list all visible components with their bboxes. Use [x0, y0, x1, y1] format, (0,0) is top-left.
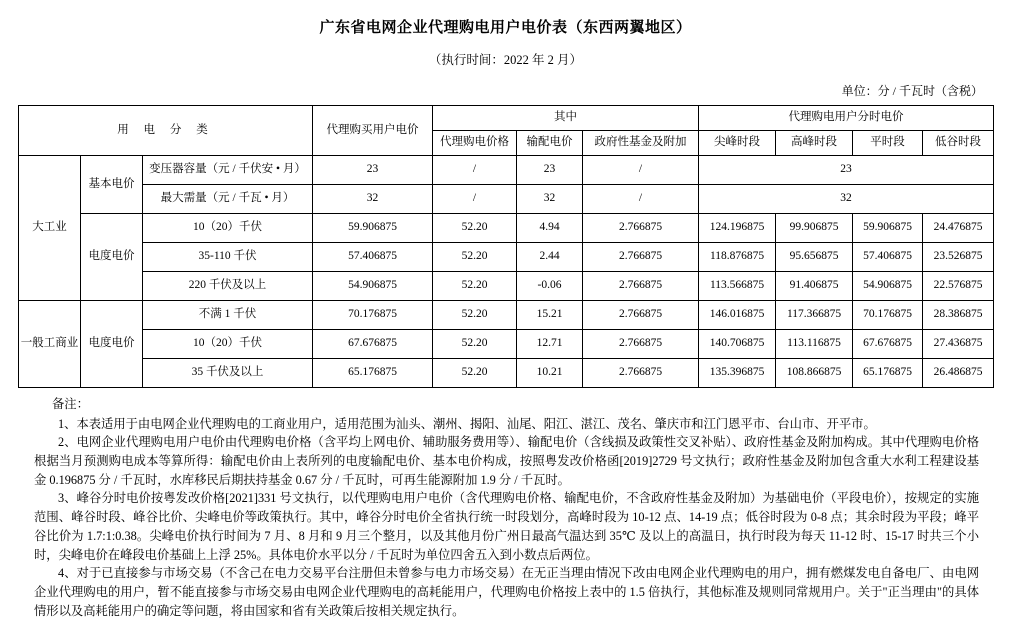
- row-valley: 22.576875: [923, 272, 994, 301]
- row-transmission-price: -0.06: [517, 272, 583, 301]
- table-row: [19, 185, 994, 214]
- header-transmission-price: 输配电价: [517, 131, 583, 156]
- row-gov-fund: /: [583, 156, 699, 185]
- row-transmission-price: 15.21: [517, 301, 583, 330]
- table-row: [19, 359, 994, 388]
- table-row: [19, 272, 994, 301]
- row-gov-fund: 2.766875: [583, 214, 699, 243]
- row-peak: 95.656875: [776, 243, 853, 272]
- row-peak-top: 113.566875: [699, 272, 776, 301]
- row-sub-label: 基本电价: [81, 156, 143, 214]
- row-peak-top: 118.876875: [699, 243, 776, 272]
- table-row: [19, 214, 994, 243]
- row-user-price: 57.406875: [313, 243, 433, 272]
- row-user-price: 32: [313, 185, 433, 214]
- row-transmission-price: 12.71: [517, 330, 583, 359]
- row-valley: 27.436875: [923, 330, 994, 359]
- row-peak-top: 135.396875: [699, 359, 776, 388]
- row-gov-fund: 2.766875: [583, 301, 699, 330]
- notes-section: [18, 395, 993, 620]
- row-peak-top: 140.706875: [699, 330, 776, 359]
- row-item-label: 35-110 千伏: [143, 243, 313, 272]
- row-user-price: 23: [313, 156, 433, 185]
- note-item: 2、电网企业代理购电用户电价由代理购电价格（含平均上网电价、辅助服务费用等）、输配电价（含线损及政策性交叉补贴）、政府性基金及附加构成。其中代理购电价格根据当月预测购电成本等算所得：输配电价由上表所列的电度输配电价、基本电价构成，按照粤发改价格函[2019]2729 号文执行；政府性基金及附加包含重大水利工程建设基金 0.196875 分 / 千瓦时，水库移民后期扶持基金 0.67 分 / 千瓦时，可再生能源附加 1.9 分 / 千瓦时。: [34, 435, 979, 487]
- row-purchase-price: 52.20: [433, 330, 517, 359]
- row-gov-fund: 2.766875: [583, 272, 699, 301]
- row-purchase-price: /: [433, 156, 517, 185]
- row-gov-fund: 2.766875: [583, 243, 699, 272]
- row-tou-merged: 32: [699, 185, 994, 214]
- table-header-row-1: [19, 106, 994, 131]
- header-purchase-price: 代理购电价格: [433, 131, 517, 156]
- row-gov-fund: /: [583, 185, 699, 214]
- row-group-label: 一般工商业: [19, 301, 81, 388]
- row-peak: 99.906875: [776, 214, 853, 243]
- row-user-price: 67.676875: [313, 330, 433, 359]
- row-item-label: 不满 1 千伏: [143, 301, 313, 330]
- row-peak: 113.116875: [776, 330, 853, 359]
- electricity-price-table: [18, 105, 994, 388]
- page-title: 广东省电网企业代理购电用户电价表（东西两翼地区）: [319, 20, 692, 36]
- header-peak: 高峰时段: [776, 131, 853, 156]
- document-page: [0, 16, 1011, 618]
- row-valley: 26.486875: [923, 359, 994, 388]
- row-valley: 23.526875: [923, 243, 994, 272]
- row-purchase-price: /: [433, 185, 517, 214]
- header-user-price: 代理购买用户电价: [313, 106, 433, 156]
- row-gov-fund: 2.766875: [583, 359, 699, 388]
- row-transmission-price: 4.94: [517, 214, 583, 243]
- row-user-price: 65.176875: [313, 359, 433, 388]
- row-item-label: 10（20）千伏: [143, 214, 313, 243]
- row-purchase-price: 52.20: [433, 214, 517, 243]
- row-flat: 67.676875: [853, 330, 923, 359]
- header-flat: 平时段: [853, 131, 923, 156]
- page-subtitle: （执行时间：2022 年 2 月）: [428, 53, 583, 67]
- row-transmission-price: 32: [517, 185, 583, 214]
- table-row: [19, 156, 994, 185]
- row-valley: 24.476875: [923, 214, 994, 243]
- row-user-price: 59.906875: [313, 214, 433, 243]
- row-item-label: 最大需量（元 / 千瓦 • 月）: [143, 185, 313, 214]
- notes-title: 备注：: [52, 397, 89, 411]
- row-sub-label: 电度电价: [81, 301, 143, 388]
- note-item: 3、峰谷分时电价按粤发改价格[2021]331 号文执行，以代理购电用户电价（含代理购电价格、输配电价，不含政府性基金及附加）为基础电价（平段电价），按规定的实施范围、峰谷时段、峰谷比价、尖峰电价等政策执行。其中，峰谷分时电价全省执行统一时段划分，高峰时段为 10-12 点、14-19 点；低谷时段为 0-8 点；其余时段为平段；峰平谷比价为 1.7:1:0.38。尖峰电价执行时间为 7 月、8 月和 9 月三个整月，以及其他月份广州日最高气温达到 35℃ 及以上的高温日，执行时段为每天 11-12 时、15-17 时共三个小时，尖峰电价在峰段电价基础上上浮 25%。具体电价水平以分 / 千瓦时为单位四舍五入到小数点后两位。: [34, 491, 979, 562]
- row-sub-label: 电度电价: [81, 214, 143, 301]
- row-peak: 91.406875: [776, 272, 853, 301]
- row-transmission-price: 23: [517, 156, 583, 185]
- row-transmission-price: 2.44: [517, 243, 583, 272]
- header-category: 用 电 分 类: [19, 106, 313, 156]
- row-flat: 59.906875: [853, 214, 923, 243]
- row-user-price: 70.176875: [313, 301, 433, 330]
- row-peak: 108.866875: [776, 359, 853, 388]
- row-valley: 28.386875: [923, 301, 994, 330]
- row-peak-top: 124.196875: [699, 214, 776, 243]
- header-among-which: 其中: [433, 106, 699, 131]
- table-row: [19, 330, 994, 359]
- row-item-label: 220 千伏及以上: [143, 272, 313, 301]
- row-gov-fund: 2.766875: [583, 330, 699, 359]
- row-flat: 57.406875: [853, 243, 923, 272]
- note-item: 1、本表适用于由电网企业代理购电的工商业用户，适用范围为汕头、潮州、揭阳、汕尾、阳江、湛江、茂名、肇庆市和江门恩平市、台山市、开平市。: [58, 416, 876, 431]
- table-row: [19, 243, 994, 272]
- header-valley: 低谷时段: [923, 131, 994, 156]
- table-row: [19, 301, 994, 330]
- row-item-label: 35 千伏及以上: [143, 359, 313, 388]
- row-peak-top: 146.016875: [699, 301, 776, 330]
- row-transmission-price: 10.21: [517, 359, 583, 388]
- row-flat: 65.176875: [853, 359, 923, 388]
- row-purchase-price: 52.20: [433, 359, 517, 388]
- row-item-label: 10（20）千伏: [143, 330, 313, 359]
- row-user-price: 54.906875: [313, 272, 433, 301]
- row-flat: 54.906875: [853, 272, 923, 301]
- row-group-label: 大工业: [19, 156, 81, 301]
- row-purchase-price: 52.20: [433, 272, 517, 301]
- row-item-label: 变压器容量（元 / 千伏安 • 月）: [143, 156, 313, 185]
- row-peak: 117.366875: [776, 301, 853, 330]
- header-tou-group: 代理购电用户分时电价: [699, 106, 994, 131]
- header-gov-fund: 政府性基金及附加: [583, 131, 699, 156]
- row-purchase-price: 52.20: [433, 243, 517, 272]
- row-flat: 70.176875: [853, 301, 923, 330]
- row-tou-merged: 23: [699, 156, 994, 185]
- header-peak-top: 尖峰时段: [699, 131, 776, 156]
- note-item: 4、对于已直接参与市场交易（不含己在电力交易平台注册但未曾参与电力市场交易）在无正当理由情况下改由电网企业代理购电的用户，拥有燃煤发电自备电厂、由电网企业代理购电的用户，暂不能直接参与市场交易由电网企业代理购电的高耗能用户，代理购电价格按上表中的 1.5 倍执行，其他标准及规则同常规用户。关于"正当理由"的具体情形以及高耗能用户的确定等问题，将由国家和省有关政策后按相关规定执行。: [34, 566, 979, 618]
- row-purchase-price: 52.20: [433, 301, 517, 330]
- unit-note: 单位：分 / 千瓦时（含税）: [841, 84, 983, 98]
